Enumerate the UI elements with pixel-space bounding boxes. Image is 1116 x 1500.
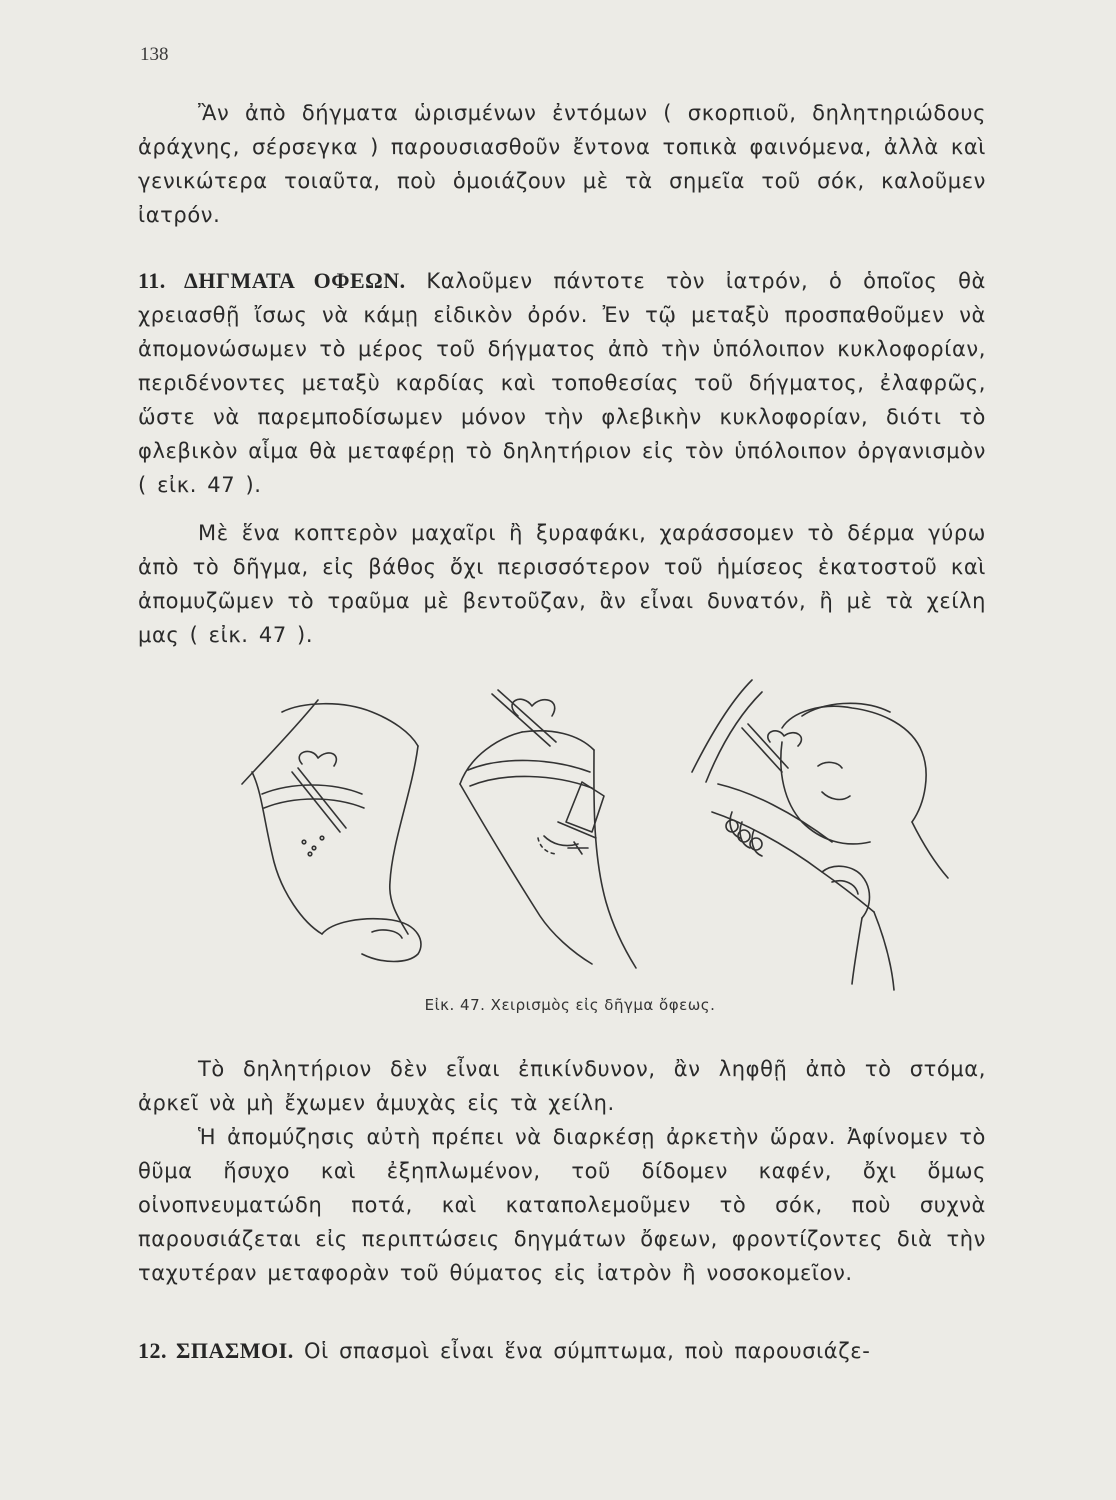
- suction-person-drawing: [692, 680, 948, 990]
- section-11-heading: 11. ΔΗΓΜΑΤΑ ΟΦΕΩΝ.: [138, 268, 406, 293]
- paragraph-incision: Μὲ ἕνα κοπτερὸν μαχαῖρι ἢ ξυραφάκι, χαράσσομεν τὸ δέρμα γύρω ἀπὸ τὸ δῆγμα, εἰς βάθος ὄχι περισσότερον τοῦ ἡμίσεος ἑκατοστοῦ καὶ ἀπομυζῶμεν τὸ τραῦμα μὲ βεντοῦζαν, ἂν εἶναι δυνατόν, ἢ μὲ τὰ χείλη μας ( εἰκ. 47 ).: [138, 521, 986, 647]
- section-12-heading: 12. ΣΠΑΣΜΟΙ.: [138, 1338, 294, 1363]
- razor-incision-drawing: [460, 690, 636, 968]
- paragraph-insect-bites: Ἂν ἀπὸ δήγματα ὡρισμένων ἐντόμων ( σκορπιοῦ, δηλητηριώδους ἀράχνης, σέρσεγκα ) παρουσιασθοῦν ἔντονα τοπικὰ φαινόμενα, ἀλλὰ καὶ γενικώτερα τοιαῦτα, ποὺ ὁμοιάζουν μὲ τὰ σημεῖα τοῦ σόκ, καλοῦμεν ἰατρόν.: [138, 101, 986, 227]
- section-12-spasms: [138, 1334, 986, 1368]
- section-11-snake-bites: [138, 264, 986, 502]
- figure-47-illustration: [222, 672, 992, 992]
- figure-caption: Εἰκ. 47. Χειρισμὸς εἰς δῆγμα ὄφεως.: [424, 996, 716, 1014]
- paragraph-suction-duration: Ἡ ἀπομύζησις αὐτὴ πρέπει νὰ διαρκέσῃ ἀρκετὴν ὥραν. Ἀφίνομεν τὸ θῦμα ἥσυχο καὶ ἐξηπλωμένον, τοῦ δίδομεν καφέν, ὄχι ὅμως οἰνοπνευματώδη ποτά, καὶ καταπολεμοῦμεν τὸ σόκ, ποὺ συχνὰ παρουσιάζεται εἰς περιπτώσεις δηγμάτων ὄφεων, φροντίζοντες διὰ τὴν ταχυτέραν μεταφορὰν τοῦ θύματος εἰς ἰατρὸν ἢ νοσοκομεῖον.: [138, 1125, 986, 1285]
- tourniquet-arm-drawing: [242, 700, 421, 962]
- section-11-text: Καλοῦμεν πάντοτε τὸν ἰατρόν, ὁ ὁποῖος θὰ χρειασθῇ ἴσως νὰ κάμῃ εἰδικὸν ὀρόν. Ἐν τῷ μεταξὺ προσπαθοῦμεν νὰ ἀπομονώσωμεν τὸ μέρος τοῦ δήγματος ἀπὸ τὴν ὑπόλοιπον κυκλοφορίαν, περιδένοντες μεταξὺ καρδίας καὶ τοποθεσίας τοῦ δήγματος, ἐλαφρῶς, ὥστε νὰ παρεμποδίσωμεν μόνον τὴν φλεβικὴν κυκλοφορίαν, διότι τὸ φλεβικὸν αἷμα θὰ μεταφέρῃ τὸ δηλητήριον εἰς τὸν ὑπόλοιπον ὀργανισμὸν ( εἰκ. 47 ).: [138, 269, 986, 497]
- snake-bite-procedure-drawing: [222, 672, 992, 992]
- paragraph-poison-mouth: Τὸ δηλητήριον δὲν εἶναι ἐπικίνδυνον, ἂν ληφθῇ ἀπὸ τὸ στόμα, ἀρκεῖ νὰ μὴ ἔχωμεν ἀμυχὰς εἰς τὰ χείλη.: [138, 1057, 986, 1115]
- page-number: 138: [140, 44, 169, 65]
- section-12-text: Οἱ σπασμοὶ εἶναι ἕνα σύμπτωμα, ποὺ παρουσιάζε-: [293, 1339, 871, 1363]
